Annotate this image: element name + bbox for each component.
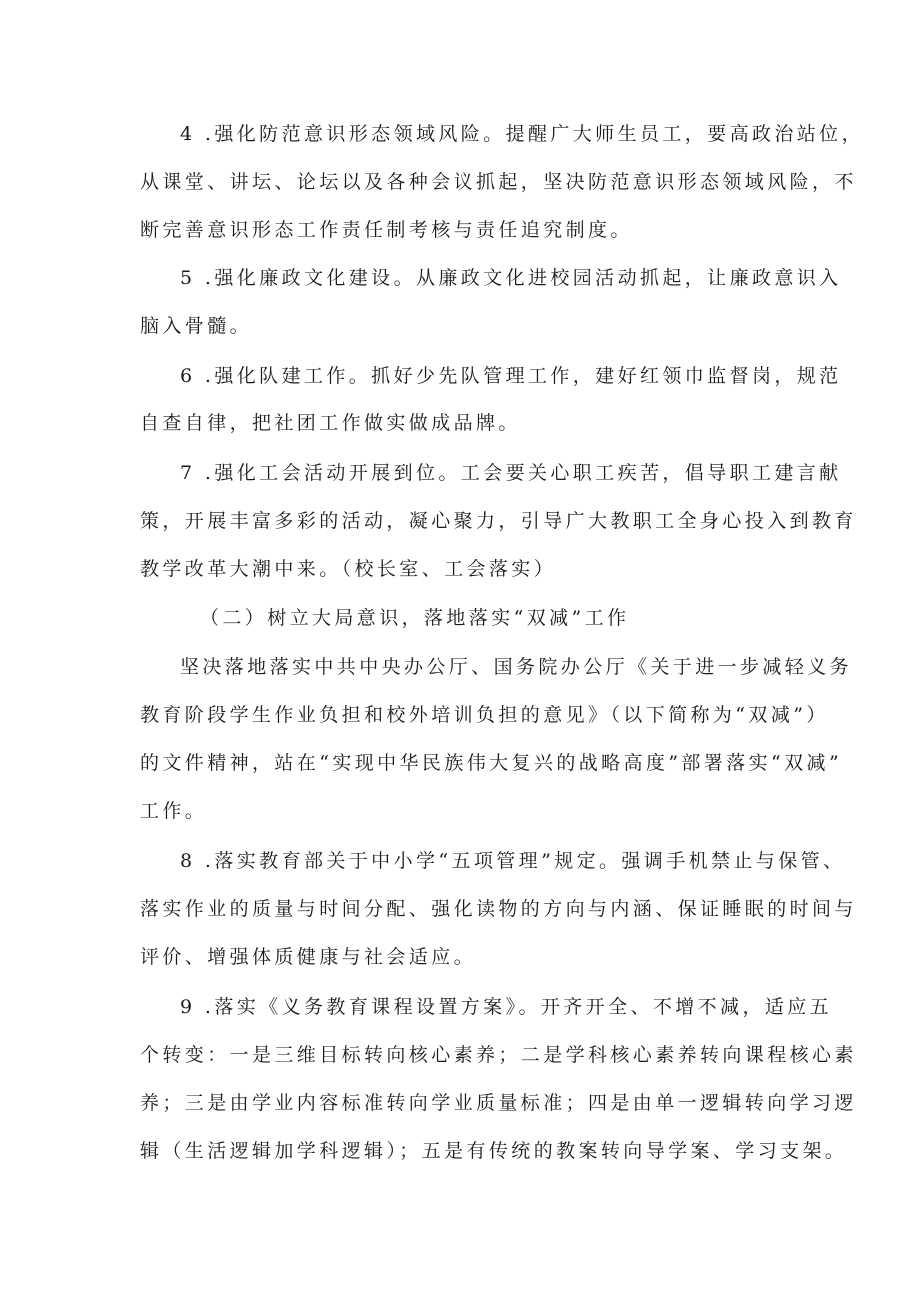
paragraph-4-line-2: 从课堂、讲坛、论坛以及各种会议抓起，坚决防范意识形态领域风险，不	[140, 171, 857, 193]
paragraph-9-line-1: 9 .落实《义务教育课程设置方案》。开齐开全、不增不减，适应五	[180, 996, 833, 1018]
paragraph-6-line-1: 6 .强化队建工作。抓好少先队管理工作，建好红领巾监督岗，规范	[180, 365, 842, 387]
paragraph-7-line-1: 7 .强化工会活动开展到位。工会要关心职工疾苦，倡导职工建言献	[180, 462, 842, 484]
section-heading-2: （二）树立大局意识，落地落实“双减”工作	[200, 607, 630, 629]
paragraph-7-line-3: 教学改革大潮中来。（校长室、工会落实）	[140, 558, 557, 580]
paragraph-7-line-2: 策，开展丰富多彩的活动，凝心聚力，引导广大教职工全身心投入到教育	[140, 510, 857, 532]
intro-line-4: 工作。	[140, 800, 208, 822]
paragraph-8-line-1: 8 .落实教育部关于中小学“五项管理”规定。强调手机禁止与保管、	[180, 850, 846, 872]
paragraph-6-line-2: 自查自律，把社团工作做实做成品牌。	[140, 412, 521, 434]
paragraph-4-line-1: 4 .强化防范意识形态领域风险。提醒广大师生员工，要高政治站位，	[180, 123, 864, 145]
intro-line-2: 教育阶段学生作业负担和校外培训负担的意见》（以下简称为“双减”）	[140, 704, 829, 726]
paragraph-9-line-2: 个转变：一是三维目标转向核心素养；二是学科核心素养转向课程核心素	[140, 1044, 857, 1066]
paragraph-4-line-3: 断完善意识形态工作责任制考核与责任追究制度。	[140, 219, 633, 241]
intro-line-1: 坚决落地落实中共中央办公厅、国务院办公厅《关于进一步减轻义务	[180, 656, 853, 678]
paragraph-9-line-3: 养；三是由学业内容标准转向学业质量标准；四是由单一逻辑转向学习逻	[140, 1092, 857, 1114]
paragraph-8-line-2: 落实作业的质量与时间分配、强化读物的方向与内涵、保证睡眠的时间与	[140, 898, 857, 920]
intro-line-3: 的文件精神，站在“实现中华民族伟大复兴的战略高度”部署落实“双减”	[140, 752, 843, 774]
paragraph-8-line-3: 评价、增强体质健康与社会适应。	[140, 946, 477, 968]
paragraph-5-line-1: 5 .强化廉政文化建设。从廉政文化进校园活动抓起，让廉政意识入	[180, 267, 842, 289]
paragraph-5-line-2: 脑入骨髓。	[140, 315, 253, 337]
paragraph-9-line-4: 辑（生活逻辑加学科逻辑）；五是有传统的教案转向导学案、学习支架。	[140, 1140, 848, 1162]
